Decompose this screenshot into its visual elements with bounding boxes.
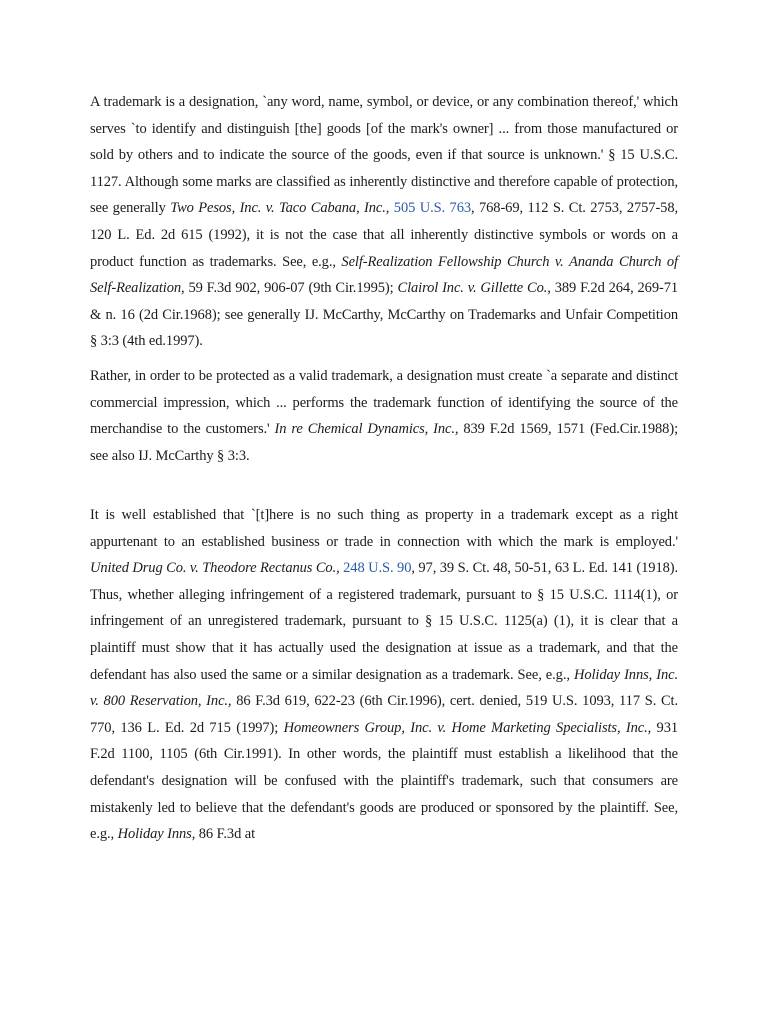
paragraph-1-text-4: 59 F.3d 902, 906-07 (9th Cir.1995);: [184, 280, 398, 297]
paragraph-3: [90, 502, 678, 848]
paragraph-3-text-6: 86 F.3d at: [195, 826, 256, 843]
paragraph-2-text-1: Rather, in order to be protected as a valid trademark, a designation must create `a separate and distinct commercial impression, which ... performs the trademark function of identifying the source of the merchandise to the customers.': [90, 368, 678, 438]
case-citation-two-pesos: Two Pesos, Inc. v. Taco Cabana, Inc.,: [170, 200, 390, 217]
paragraph-3-text-5: 931 F.2d 1100, 1105 (6th Cir.1991). In other words, the plaintiff must establish a likelihood that the defendant's designation will be confused with the plaintiff's trademark, such that consumers are mistakenly led to believe that the defendant's goods are produced or sponsored by the plaintiff. See, e.g.,: [90, 719, 678, 843]
case-citation-holiday-inns-short: Holiday Inns,: [117, 826, 196, 843]
citation-link-505-us-763[interactable]: 505 U.S. 763: [393, 200, 472, 217]
case-citation-homeowners-group: Homeowners Group, Inc. v. Home Marketing Specialists, Inc.,: [283, 719, 652, 736]
case-citation-clairol: Clairol Inc. v. Gillette Co.,: [397, 280, 551, 297]
paragraph-1-text-1: A trademark is a designation, `any word, name, symbol, or device, or any combination thereof,' which serves `to identify and distinguish [the] goods [of the mark's owner] ... from those manufactured or sold by others and to indicate the source of the goods, even if that source is unknown.' § 15 U.S.C. 1127. Although some marks are classified as inherently distinctive and therefore capable of protection, see generally: [90, 94, 678, 217]
paragraph-3-text-4: 86 F.3d 619, 622-23 (6th Cir.1996), cert. denied, 519 U.S. 1093, 117 S. Ct. 770, 136 L. Ed. 2d 715 (1997);: [90, 693, 678, 736]
citation-link-248-us-90[interactable]: 248 U.S. 90: [343, 560, 412, 577]
paragraph-1: [90, 89, 678, 355]
case-citation-self-realization: Self-Realization Fellowship Church v. Ananda Church of Self-Realization,: [90, 253, 678, 297]
case-citation-chemical-dynamics: In re Chemical Dynamics, Inc.,: [274, 421, 459, 438]
paragraph-3-text-1: It is well established that `[t]here is no such thing as property in a trademark except as a right appurtenant to an established business or trade in connection with which the mark is employed.': [90, 507, 678, 550]
paragraph-1-text-3: , 768-69, 112 S. Ct. 2753, 2757-58, 120 L. Ed. 2d 615 (1992), it is not the case that all inherently distinctive symbols or words on a product function as trademarks. See, e.g.,: [90, 200, 679, 270]
case-citation-holiday-inns: Holiday Inns, Inc. v. 800 Reservation, Inc.,: [90, 666, 678, 710]
case-citation-united-drug: United Drug Co. v. Theodore Rectanus Co.,: [90, 560, 340, 577]
paragraph-3-text-3: , 97, 39 S. Ct. 48, 50-51, 63 L. Ed. 141 (1918). Thus, whether alleging infringement of a registered trademark, pursuant to § 15 U.S.C. 1114(1), or infringement of an unregistered trademark, pursuant to § 15 U.S.C. 1125(a) (1), it is clear that a plaintiff must show that it has actually used the designation at issue as a trademark, and that the defendant has also used the same or a similar designation as a trademark. See, e.g.,: [90, 560, 679, 683]
paragraph-2-text-2: 839 F.2d 1569, 1571 (Fed.Cir.1988); see also IJ. McCarthy § 3:3.: [90, 421, 678, 464]
paragraph-2: [90, 363, 678, 469]
paragraph-1-text-5: 389 F.2d 264, 269-71 & n. 16 (2d Cir.1968); see generally IJ. McCarthy, McCarthy on Trademarks and Unfair Competition § 3:3 (4th ed.1997).: [90, 280, 678, 350]
